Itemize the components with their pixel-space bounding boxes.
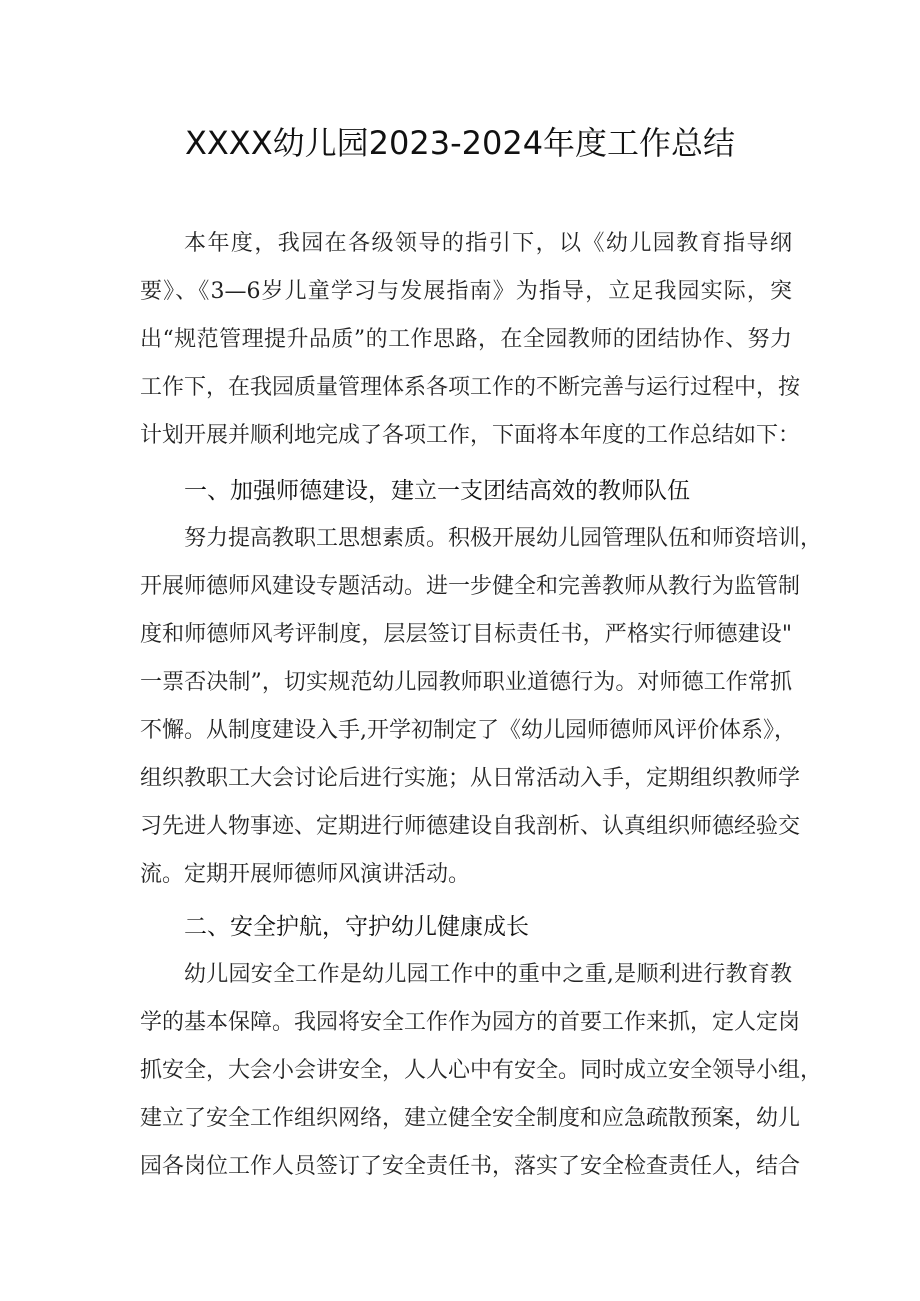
paragraph-line: 抓安全，大会小会讲安全，人人心中有安全。同时成立安全领导小组， [140, 1058, 823, 1083]
paragraph-line: 努力提高教职工思想素质。积极开展幼儿园管理队伍和师资培训， [184, 526, 823, 551]
paragraph-line: 出“规范管理提升品质”的工作思路，在全园教师的团结协作、努力 [140, 327, 792, 352]
paragraph-line: 幼儿园安全工作是幼儿园工作中的重中之重,是顺利进行教育教 [184, 962, 792, 987]
paragraph-line: 度和师德师风考评制度，层层签订目标责任书，严格实行师德建设" [140, 622, 792, 647]
section-heading: 一、加强师德建设，建立一支团结高效的教师队伍 [184, 478, 690, 504]
paragraph-line: 工作下，在我园质量管理体系各项工作的不断完善与运行过程中，按 [140, 375, 801, 400]
document-title: XXXX幼儿园2023-2024年度工作总结 [184, 124, 736, 162]
paragraph-line: 不懈。从制度建设入手,开学初制定了《幼儿园师德师风评价体系》， [140, 718, 796, 743]
paragraph-line: 流。定期开展师德师风演讲活动。 [140, 862, 471, 887]
paragraph-line: 园各岗位工作人员签订了安全责任书，落实了安全检查责任人，结合 [140, 1154, 801, 1179]
paragraph-line: 建立了安全工作组织网络，建立健全安全制度和应急疏散预案，幼儿 [140, 1106, 801, 1131]
paragraph-line: 组织教职工大会讨论后进行实施；从日常活动入手，定期组织教师学 [140, 766, 801, 791]
paragraph-line: 习先进人物事迹、定期进行师德建设自我剖析、认真组织师德经验交 [140, 814, 801, 839]
paragraph-line: 本年度，我园在各级领导的指引下，以《幼儿园教育指导纲 [184, 231, 792, 256]
paragraph-line: 开展师德师风建设专题活动。进一步健全和完善教师从教行为监管制 [140, 574, 801, 599]
paragraph-line: 要》、《3—6岁儿童学习与发展指南》为指导，立足我园实际，突 [140, 279, 792, 304]
paragraph-line: 计划开展并顺利地完成了各项工作，下面将本年度的工作总结如下： [140, 423, 801, 448]
section-heading: 二、安全护航，守护幼儿健康成长 [184, 914, 529, 940]
paragraph-line: 学的基本保障。我园将安全工作作为园方的首要工作来抓，定人定岗 [140, 1010, 801, 1035]
paragraph-line: 一票否决制”，切实规范幼儿园教师职业道德行为。对师德工作常抓 [140, 670, 792, 695]
